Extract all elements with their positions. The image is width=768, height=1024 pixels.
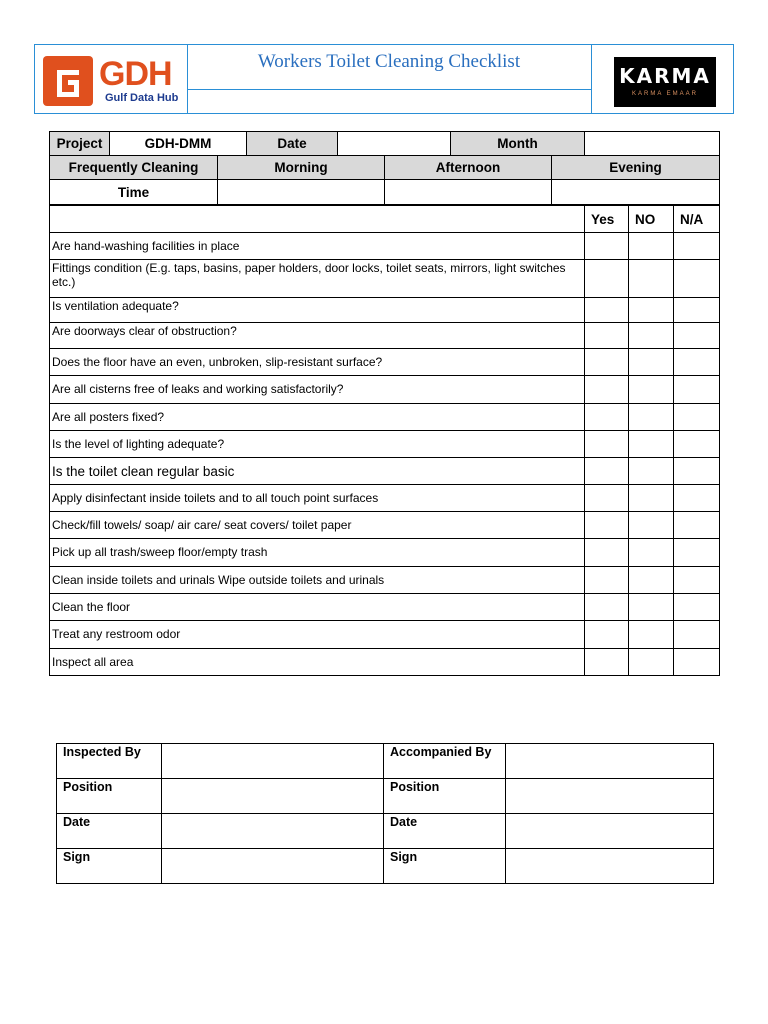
accompanied-by-label: Accompanied By (384, 744, 506, 779)
table-row (50, 485, 720, 512)
yes-cell[interactable] (585, 485, 629, 512)
no-cell[interactable] (629, 376, 674, 404)
time-label: Time (50, 180, 218, 205)
inspected-by-field[interactable] (162, 744, 384, 779)
page-title: Workers Toilet Cleaning Checklist (187, 45, 591, 90)
yes-cell[interactable] (585, 323, 629, 349)
position-label: Position (57, 779, 162, 814)
na-cell[interactable] (674, 349, 720, 376)
table-row (57, 779, 714, 814)
checklist-item: Is the toilet clean regular basic (50, 458, 585, 485)
signoff-table (56, 743, 714, 884)
yes-cell[interactable] (585, 298, 629, 323)
table-row (50, 404, 720, 431)
table-row (57, 849, 714, 884)
checklist-header-row (50, 206, 720, 233)
no-cell[interactable] (629, 298, 674, 323)
yes-cell[interactable] (585, 376, 629, 404)
month-label: Month (451, 132, 585, 156)
na-cell[interactable] (674, 260, 720, 298)
karma-tagline: KARMA EMAAR (631, 91, 698, 97)
project-value[interactable]: GDH-DMM (110, 132, 247, 156)
gdh-tagline: Gulf Data Hub (105, 92, 179, 104)
document-header (34, 44, 734, 114)
table-row (50, 376, 720, 404)
table-row (50, 458, 720, 485)
checklist-item: Clean inside toilets and urinals Wipe outside toilets and urinals (50, 567, 585, 594)
checklist-item: Apply disinfectant inside toilets and to all touch point surfaces (50, 485, 585, 512)
sign-label: Sign (384, 849, 506, 884)
gdh-logo (35, 45, 188, 113)
no-cell[interactable] (629, 233, 674, 260)
no-cell[interactable] (629, 431, 674, 458)
yes-cell[interactable] (585, 431, 629, 458)
no-cell[interactable] (629, 260, 674, 298)
yes-cell[interactable] (585, 233, 629, 260)
date-field[interactable] (338, 132, 451, 156)
no-cell[interactable] (629, 485, 674, 512)
na-cell[interactable] (674, 323, 720, 349)
sign-label: Sign (57, 849, 162, 884)
no-cell[interactable] (629, 594, 674, 621)
checklist-item: Is the level of lighting adequate? (50, 431, 585, 458)
position-label: Position (384, 779, 506, 814)
na-cell[interactable] (674, 567, 720, 594)
yes-cell[interactable] (585, 539, 629, 567)
table-row (50, 567, 720, 594)
gdh-brand-text: GDH (99, 55, 172, 93)
na-cell[interactable] (674, 512, 720, 539)
na-cell[interactable] (674, 649, 720, 676)
table-row (50, 621, 720, 649)
table-row (57, 814, 714, 849)
yes-cell[interactable] (585, 404, 629, 431)
no-cell[interactable] (629, 621, 674, 649)
na-cell[interactable] (674, 458, 720, 485)
header-subtitle-cell (187, 89, 591, 113)
time-evening-field[interactable] (552, 180, 720, 205)
table-row (50, 431, 720, 458)
yes-column-header: Yes (585, 206, 629, 233)
yes-cell[interactable] (585, 621, 629, 649)
na-cell[interactable] (674, 594, 720, 621)
yes-cell[interactable] (585, 594, 629, 621)
checklist-table (49, 205, 720, 676)
checklist-item: Inspect all area (50, 649, 585, 676)
checklist-item: Pick up all trash/sweep floor/empty trash (50, 539, 585, 567)
checklist-item: Treat any restroom odor (50, 621, 585, 649)
morning-label: Morning (218, 156, 385, 180)
yes-cell[interactable] (585, 349, 629, 376)
no-cell[interactable] (629, 458, 674, 485)
na-cell[interactable] (674, 376, 720, 404)
table-row (57, 744, 714, 779)
table-row (50, 323, 720, 349)
accompanier-position-field[interactable] (506, 779, 714, 814)
karma-brand-text: KARMA (619, 64, 711, 88)
checklist-item: Fittings condition (E.g. taps, basins, paper holders, door locks, toilet seats, mirrors, light switches etc.) (50, 260, 585, 298)
table-row (50, 298, 720, 323)
month-field[interactable] (585, 132, 720, 156)
na-cell[interactable] (674, 404, 720, 431)
date-label: Date (57, 814, 162, 849)
table-row (50, 512, 720, 539)
na-cell[interactable] (674, 431, 720, 458)
inspector-position-field[interactable] (162, 779, 384, 814)
inspector-date-field[interactable] (162, 814, 384, 849)
karma-logo-icon (614, 57, 716, 107)
checklist-header-blank (50, 206, 585, 233)
table-row (50, 539, 720, 567)
no-cell[interactable] (629, 649, 674, 676)
accompanier-date-field[interactable] (506, 814, 714, 849)
checklist-item: Is ventilation adequate? (50, 298, 585, 323)
yes-cell[interactable] (585, 458, 629, 485)
project-label: Project (50, 132, 110, 156)
date-label: Date (384, 814, 506, 849)
accompanied-by-field[interactable] (506, 744, 714, 779)
accompanier-sign-field[interactable] (506, 849, 714, 884)
date-label: Date (247, 132, 338, 156)
checklist-item: Are hand-washing facilities in place (50, 233, 585, 260)
na-cell[interactable] (674, 233, 720, 260)
na-cell[interactable] (674, 621, 720, 649)
no-cell[interactable] (629, 349, 674, 376)
yes-cell[interactable] (585, 567, 629, 594)
no-cell[interactable] (629, 539, 674, 567)
checklist-item: Are all posters fixed? (50, 404, 585, 431)
inspected-by-label: Inspected By (57, 744, 162, 779)
na-cell[interactable] (674, 298, 720, 323)
frequently-cleaning-label: Frequently Cleaning (50, 156, 218, 180)
yes-cell[interactable] (585, 512, 629, 539)
checklist-item: Check/fill towels/ soap/ air care/ seat covers/ toilet paper (50, 512, 585, 539)
time-afternoon-field[interactable] (385, 180, 552, 205)
karma-logo (591, 45, 734, 113)
yes-cell[interactable] (585, 649, 629, 676)
time-morning-field[interactable] (218, 180, 385, 205)
checklist-item: Does the floor have an even, unbroken, slip-resistant surface? (50, 349, 585, 376)
no-cell[interactable] (629, 404, 674, 431)
yes-cell[interactable] (585, 260, 629, 298)
evening-label: Evening (552, 156, 720, 180)
no-cell[interactable] (629, 323, 674, 349)
checklist-item: Clean the floor (50, 594, 585, 621)
gdh-logo-icon (43, 56, 93, 106)
table-row (50, 349, 720, 376)
checklist-item: Are all cisterns free of leaks and working satisfactorily? (50, 376, 585, 404)
table-row (50, 260, 720, 298)
no-cell[interactable] (629, 567, 674, 594)
na-cell[interactable] (674, 485, 720, 512)
na-cell[interactable] (674, 539, 720, 567)
table-row (50, 594, 720, 621)
afternoon-label: Afternoon (385, 156, 552, 180)
no-cell[interactable] (629, 512, 674, 539)
project-info-table (49, 131, 720, 156)
checklist-item: Are doorways clear of obstruction? (50, 323, 585, 349)
no-column-header: NO (629, 206, 674, 233)
shift-table (49, 155, 720, 205)
table-row (50, 233, 720, 260)
na-column-header: N/A (674, 206, 720, 233)
inspector-sign-field[interactable] (162, 849, 384, 884)
table-row (50, 649, 720, 676)
